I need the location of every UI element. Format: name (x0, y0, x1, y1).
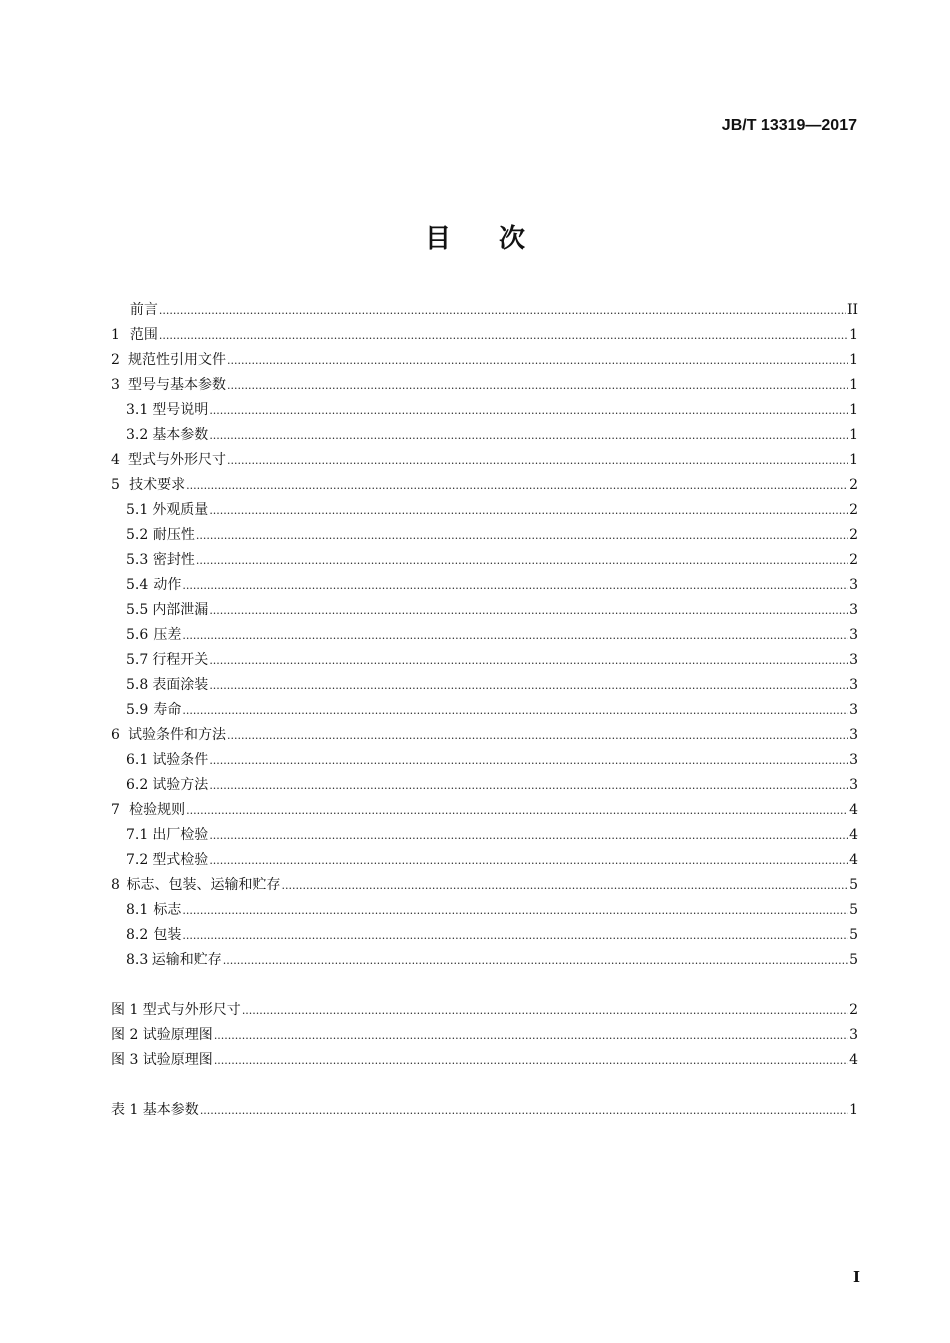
toc-entry[interactable] (111, 773, 858, 798)
toc-entry-page: 3 (849, 677, 858, 693)
toc-entry-label: 型式与外形尺寸 (128, 452, 227, 468)
toc-entry-label: 图 2 试验原理图 (111, 1027, 213, 1043)
toc-entry-number: 4 (111, 452, 120, 468)
toc-entry-number: 5.9 (126, 702, 149, 718)
figure-entry[interactable] (111, 998, 858, 1023)
toc-entry-label: 试验条件 (152, 752, 209, 768)
toc-entry-number: 5.5 (126, 602, 149, 618)
toc-entry-page: 2 (849, 477, 858, 493)
toc-entry-label: 范围 (129, 327, 158, 343)
toc-entry-number: 2 (111, 352, 120, 368)
toc-entry-number: 5.2 (126, 527, 149, 543)
toc-entry-label: 耐压性 (152, 527, 195, 543)
toc-entry-label: 密封性 (152, 552, 195, 568)
page-number: I (852, 1268, 860, 1286)
dot-leader (186, 473, 848, 498)
toc-entry[interactable] (111, 898, 858, 923)
toc-entry[interactable] (111, 598, 858, 623)
toc-entry[interactable] (111, 523, 858, 548)
toc-entry-label: 技术要求 (129, 477, 186, 493)
toc-entry-page: 3 (849, 702, 858, 718)
toc-entry-page: 3 (849, 627, 858, 643)
toc-entry-page: 1 (849, 352, 858, 368)
toc-entry-page: 1 (849, 1102, 858, 1118)
dot-leader (159, 298, 846, 323)
toc-entry-label: 型式检验 (152, 852, 209, 868)
toc-entry[interactable] (111, 348, 858, 373)
toc-entry-number: 5 (111, 477, 120, 493)
table-list (111, 1098, 858, 1123)
toc-entry-label: 外观质量 (152, 502, 209, 518)
toc-entry-page: 4 (849, 827, 858, 843)
toc-entry-page: 2 (849, 502, 858, 518)
toc-entry[interactable] (111, 548, 858, 573)
toc-entry-number: 5.7 (126, 652, 149, 668)
toc-entry-label: 型号与基本参数 (128, 377, 227, 393)
toc-entry-page: 1 (849, 377, 858, 393)
toc-entry-number: 3.2 (126, 427, 149, 443)
toc-entry-label: 标志 (153, 902, 182, 918)
dot-leader (227, 373, 848, 398)
toc-entry-page: 5 (849, 927, 858, 943)
dot-leader (209, 673, 848, 698)
toc-entry-label: 表 1 基本参数 (111, 1102, 199, 1118)
toc-entry-number: 8.3 (126, 952, 149, 968)
toc-entry-label: 图 1 型式与外形尺寸 (111, 1002, 241, 1018)
dot-leader (209, 648, 848, 673)
dot-leader (182, 923, 848, 948)
table-of-contents (111, 298, 858, 1123)
toc-entry[interactable] (111, 298, 858, 323)
toc-entry-page: 3 (849, 777, 858, 793)
dot-leader (227, 448, 848, 473)
toc-entry[interactable] (111, 923, 858, 948)
toc-entry[interactable] (111, 623, 858, 648)
toc-entry-page: 3 (849, 577, 858, 593)
toc-entry-number: 8.1 (126, 902, 149, 918)
dot-leader (209, 498, 848, 523)
toc-entry-label: 寿命 (153, 702, 182, 718)
toc-entry[interactable] (111, 948, 858, 973)
dot-leader (209, 598, 848, 623)
toc-entry-page: 5 (849, 877, 858, 893)
toc-entry-page: 4 (849, 852, 858, 868)
section-gap (111, 973, 858, 998)
toc-entry-label: 出厂检验 (152, 827, 209, 843)
figure-list (111, 998, 858, 1073)
toc-entry-page: 3 (849, 602, 858, 618)
dot-leader (209, 748, 848, 773)
toc-entry-number: 7.2 (126, 852, 149, 868)
dot-leader (209, 848, 848, 873)
toc-entry-number: 7 (111, 802, 120, 818)
dot-leader (196, 548, 848, 573)
dot-leader (209, 823, 848, 848)
toc-entry-number: 6 (111, 727, 120, 743)
toc-entry-number: 8 (111, 877, 120, 893)
toc-entry-label: 包装 (153, 927, 182, 943)
dot-leader (242, 998, 848, 1023)
toc-entry-page: 5 (849, 952, 858, 968)
toc-entry-number: 8.2 (126, 927, 149, 943)
toc-entry-page: 1 (849, 402, 858, 418)
standard-code: JB/T 13319—2017 (721, 117, 857, 134)
toc-entry-label: 试验方法 (152, 777, 209, 793)
toc-entry[interactable] (111, 323, 858, 348)
toc-entry[interactable] (111, 373, 858, 398)
toc-entry-page: 4 (849, 802, 858, 818)
toc-entry[interactable] (111, 448, 858, 473)
toc-entry[interactable] (111, 648, 858, 673)
toc-entry-page: II (846, 302, 858, 318)
toc-entry-number: 3.1 (126, 402, 149, 418)
toc-entry-label: 表面涂装 (152, 677, 209, 693)
toc-entry-label: 标志、包装、运输和贮存 (126, 877, 281, 893)
toc-entry-number: 6.1 (126, 752, 149, 768)
toc-entry-page: 3 (849, 727, 858, 743)
dot-leader (209, 773, 848, 798)
toc-entry[interactable] (111, 698, 858, 723)
toc-entry-label: 前言 (129, 302, 158, 318)
toc-entry-label: 压差 (153, 627, 182, 643)
dot-leader (182, 898, 848, 923)
dot-leader (186, 798, 848, 823)
toc-entry-label: 动作 (153, 577, 182, 593)
figure-entry[interactable] (111, 1023, 858, 1048)
toc-entry-page: 1 (849, 327, 858, 343)
dot-leader (227, 723, 848, 748)
toc-entry-page: 1 (849, 452, 858, 468)
toc-entry[interactable] (111, 398, 858, 423)
dot-leader (209, 423, 848, 448)
dot-leader (200, 1098, 848, 1123)
toc-entry-number: 5.6 (126, 627, 149, 643)
toc-title: 目次 (424, 224, 573, 254)
toc-entry[interactable] (111, 573, 858, 598)
dot-leader (214, 1048, 848, 1073)
toc-entry-number: 3 (111, 377, 120, 393)
toc-entry-number: 6.2 (126, 777, 149, 793)
toc-entry[interactable] (111, 823, 858, 848)
toc-entry[interactable] (111, 873, 858, 898)
toc-entry-page: 4 (849, 1052, 858, 1068)
toc-entry-number: 5.3 (126, 552, 149, 568)
toc-entry[interactable] (111, 798, 858, 823)
toc-entry-page: 5 (849, 902, 858, 918)
dot-leader (196, 523, 848, 548)
dot-leader (227, 348, 848, 373)
toc-entry[interactable] (111, 673, 858, 698)
toc-entry[interactable] (111, 423, 858, 448)
dot-leader (282, 873, 849, 898)
toc-entry-page: 3 (849, 652, 858, 668)
toc-entry-page: 2 (849, 1002, 858, 1018)
toc-entry-page: 2 (849, 552, 858, 568)
toc-entry-label: 运输和贮存 (151, 952, 222, 968)
toc-entry[interactable] (111, 848, 858, 873)
dot-leader (209, 398, 848, 423)
dot-leader (182, 623, 848, 648)
toc-entry[interactable] (111, 723, 858, 748)
toc-entry-label: 型号说明 (152, 402, 209, 418)
toc-entry-number: 5.4 (126, 577, 149, 593)
dot-leader (182, 573, 848, 598)
toc-entry-label: 检验规则 (129, 802, 186, 818)
toc-entry-number: 5.8 (126, 677, 149, 693)
dot-leader (159, 323, 848, 348)
toc-entry-label: 图 3 试验原理图 (111, 1052, 213, 1068)
toc-entry-label: 规范性引用文件 (128, 352, 227, 368)
toc-entry-page: 1 (849, 427, 858, 443)
toc-entry-label: 基本参数 (152, 427, 209, 443)
section-gap (111, 1073, 858, 1098)
toc-entry-number: 1 (111, 327, 120, 343)
toc-entry-label: 行程开关 (152, 652, 209, 668)
toc-entry-page: 2 (849, 527, 858, 543)
toc-entry-label: 内部泄漏 (152, 602, 209, 618)
toc-entry[interactable] (111, 473, 858, 498)
dot-leader (214, 1023, 848, 1048)
toc-entries (111, 298, 858, 973)
dot-leader (182, 698, 848, 723)
dot-leader (223, 948, 848, 973)
toc-entry[interactable] (111, 748, 858, 773)
toc-entry-label: 试验条件和方法 (128, 727, 227, 743)
toc-entry-page: 3 (849, 1027, 858, 1043)
table-entry[interactable] (111, 1098, 858, 1123)
toc-entry-page: 3 (849, 752, 858, 768)
toc-entry-number: 7.1 (126, 827, 149, 843)
toc-entry-number: 5.1 (126, 502, 149, 518)
figure-entry[interactable] (111, 1048, 858, 1073)
toc-entry[interactable] (111, 498, 858, 523)
